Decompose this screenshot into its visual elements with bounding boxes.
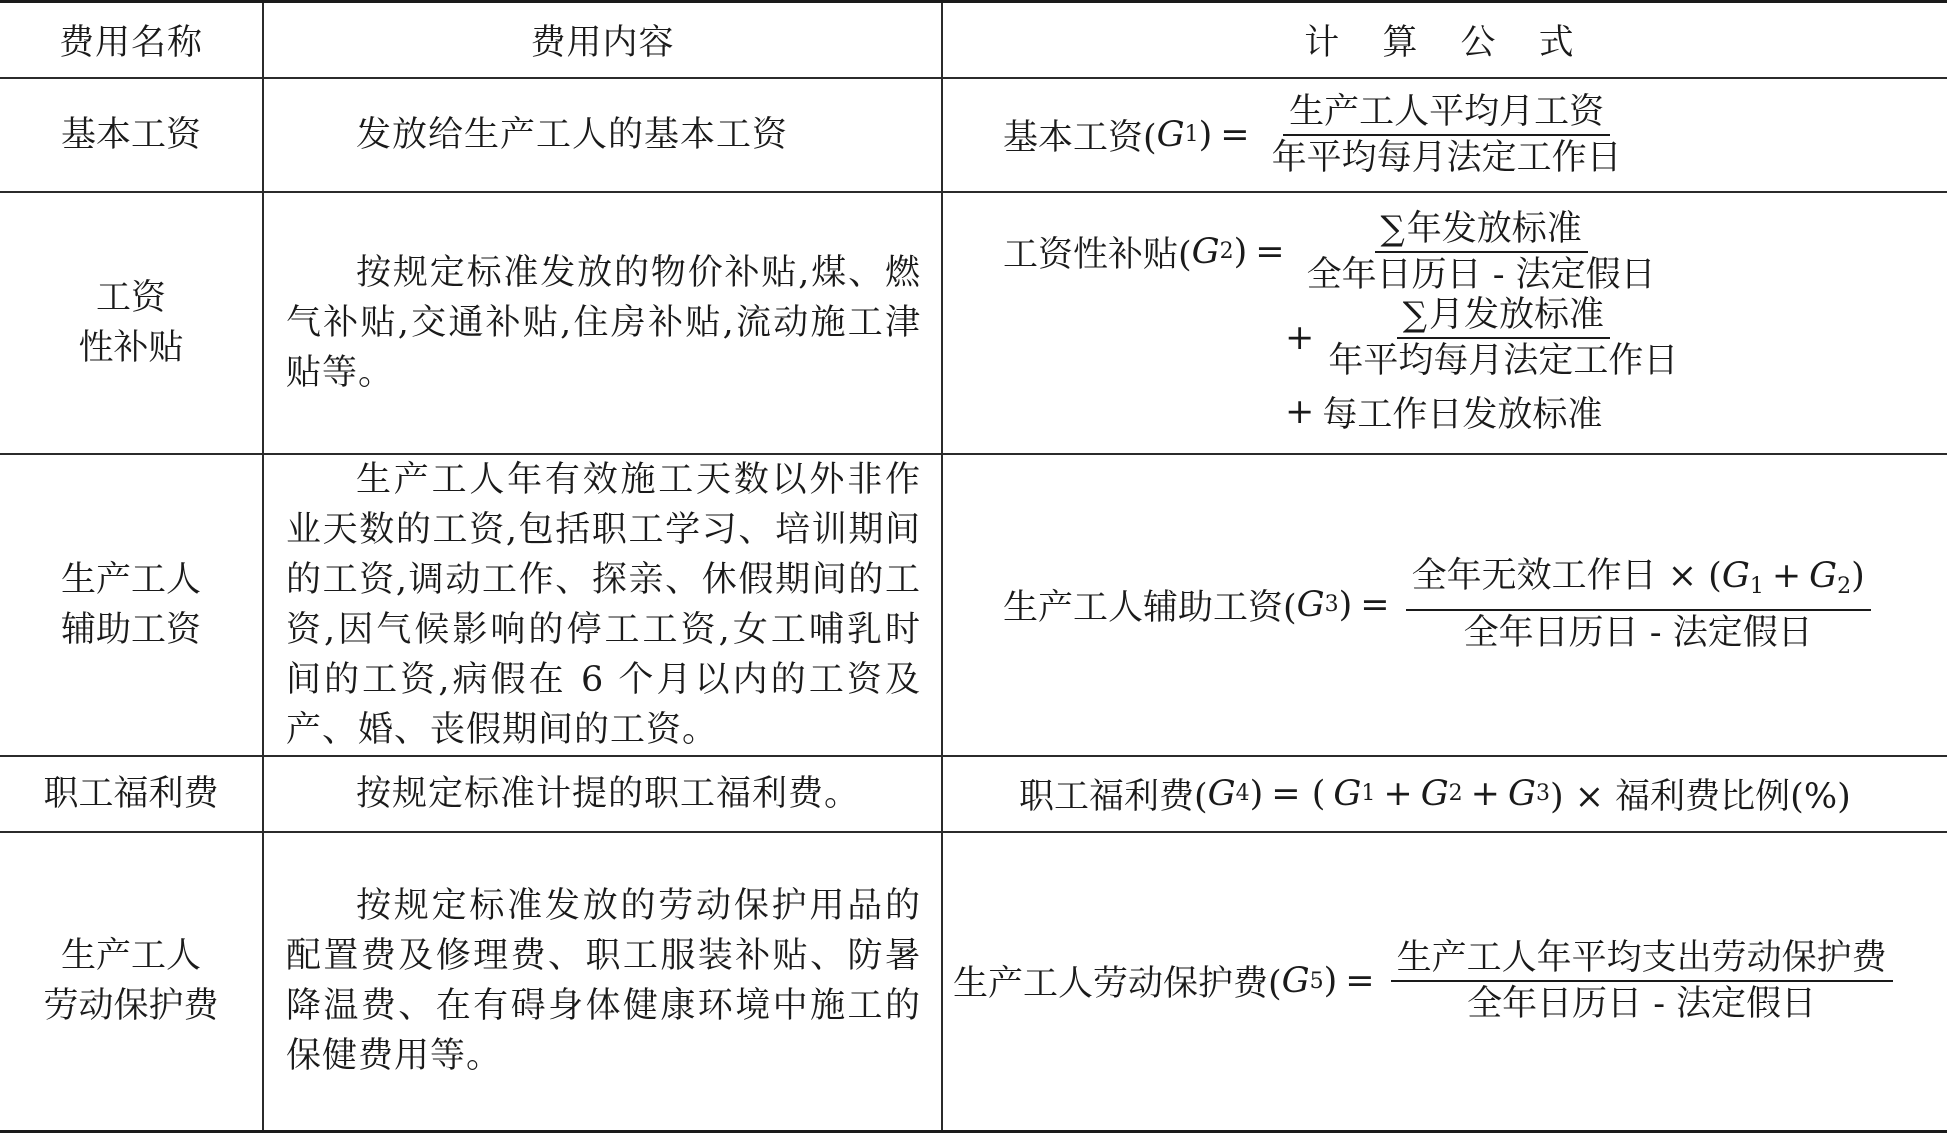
g1-var: G	[1333, 773, 1362, 814]
formula-fraction	[1406, 556, 1871, 653]
g1-var: G	[1721, 556, 1750, 596]
fee-name-line: 性补贴	[78, 327, 184, 368]
formula-close: )	[1249, 773, 1264, 814]
fraction-denominator: 年平均每月法定工作日	[1328, 340, 1679, 381]
fraction-numerator	[1406, 556, 1871, 611]
formula-plus: +	[1285, 317, 1315, 358]
fee-name-cell	[0, 454, 263, 756]
formula-line	[1003, 387, 1947, 437]
fee-name-line: 生产工人	[60, 559, 201, 600]
table-row	[0, 78, 1947, 192]
formula-eq: =	[1220, 114, 1250, 155]
formula-lhs: 工资性补贴(	[1003, 234, 1192, 275]
formula-line	[1003, 295, 1947, 381]
formula-plus: +	[1470, 773, 1500, 814]
numerator-text: 全年无效工作日 × (	[1411, 556, 1722, 596]
header-fee-content: 费用内容	[263, 2, 942, 78]
formula-line	[943, 938, 1947, 1024]
sigma-symbol: ∑	[1380, 208, 1405, 249]
g2-sub: 2	[1448, 781, 1463, 806]
formula-eq: =	[1345, 961, 1375, 1002]
fee-name-cell	[0, 756, 263, 832]
formula-plus: +	[1285, 391, 1315, 432]
header-formula: 计 算 公 式	[942, 2, 1947, 78]
fee-name-line: 基本工资	[60, 114, 201, 155]
fraction-numerator: 生产工人年平均支出劳动保护费	[1391, 938, 1893, 982]
table-row	[0, 832, 1947, 1132]
formula-lhs: 生产工人辅助工资(	[1003, 587, 1297, 628]
fee-content-cell: 按规定标准发放的物价补贴,煤、燃气补贴,交通补贴,住房补贴,流动施工津贴等。	[263, 192, 942, 454]
formula-close: )	[1198, 114, 1213, 155]
fraction-numerator: 生产工人平均月工资	[1283, 92, 1610, 136]
formula-line	[943, 556, 1947, 653]
formula-line	[943, 92, 1947, 178]
g2-sub: 2	[1837, 574, 1852, 599]
fee-name-line: 劳动保护费	[43, 986, 219, 1027]
fee-name-cell	[0, 192, 263, 454]
table-row	[0, 192, 1947, 454]
formula-cell	[942, 756, 1947, 832]
formula-cell	[942, 832, 1947, 1132]
numerator-text: 年发放标准	[1406, 208, 1582, 249]
formula-cell	[942, 78, 1947, 192]
g1-sub: 1	[1361, 781, 1376, 806]
fraction-numerator	[1375, 209, 1588, 253]
header-fee-name: 费用名称	[0, 2, 263, 78]
fraction-denominator: 全年日历日 - 法定假日	[1467, 984, 1817, 1025]
fee-content-cell: 生产工人年有效施工天数以外非作业天数的工资,包括职工学习、培训期间的工资,调动工作、探亲、休假期间的工资,因气候影响的停工工资,女工哺乳时间的工资,病假在 6 个月以内的工资及产、婚、丧假期间的工资。	[263, 454, 942, 756]
formula-sub: 3	[1324, 592, 1339, 617]
g3-var: G	[1507, 773, 1536, 814]
fee-content-cell: 按规定标准计提的职工福利费。	[263, 756, 942, 832]
formula-fraction	[1391, 938, 1893, 1024]
formula-sub: 1	[1184, 122, 1199, 147]
g2-var: G	[1809, 556, 1838, 596]
formula-lhs: 职工福利费(	[1019, 776, 1208, 817]
formula-var: G	[1207, 773, 1236, 814]
fraction-denominator: 全年日历日 - 法定假日	[1463, 613, 1813, 653]
fraction-denominator: 全年日历日 - 法定假日	[1306, 254, 1656, 295]
fee-name-cell	[0, 832, 263, 1132]
formula-var: G	[1156, 114, 1185, 155]
formula-cell	[942, 454, 1947, 756]
formula-lhs: 基本工资(	[1003, 117, 1157, 158]
numerator-text: 月发放标准	[1428, 294, 1604, 335]
formula-close: )	[1338, 584, 1353, 625]
table-header-row	[0, 2, 1947, 78]
formula-eq: =	[1255, 231, 1285, 272]
formula-var: G	[1296, 584, 1325, 625]
fee-name-line: 工资	[95, 277, 166, 318]
formula-fraction	[1266, 92, 1628, 178]
formula-eq: =	[1360, 584, 1390, 625]
formula-sub: 5	[1309, 968, 1324, 994]
fee-name-line: 职工福利费	[43, 773, 219, 814]
fee-name-line: 生产工人	[60, 936, 201, 977]
formula-sub: 2	[1219, 239, 1234, 264]
fee-content-cell: 发放给生产工人的基本工资	[263, 78, 942, 192]
formula-sub: 4	[1235, 781, 1250, 806]
formula-last-term: 每工作日发放标准	[1322, 394, 1603, 435]
formula-tail: ) × 福利费比例(%)	[1549, 776, 1851, 817]
formula-fraction	[1301, 209, 1662, 295]
numerator-close: )	[1851, 556, 1865, 596]
g1-sub: 1	[1749, 574, 1764, 599]
formula-line	[943, 769, 1947, 819]
fee-name-cell	[0, 78, 263, 192]
table-row	[0, 756, 1947, 832]
formula-lhs: 生产工人劳动保护费(	[953, 964, 1282, 1005]
formula-plus: +	[1383, 773, 1413, 814]
formula-close: )	[1233, 231, 1248, 272]
fee-name-line: 辅助工资	[60, 609, 201, 650]
numerator-plus: +	[1771, 556, 1802, 596]
g2-var: G	[1420, 773, 1449, 814]
formula-cell	[942, 192, 1947, 454]
fraction-numerator	[1397, 295, 1610, 339]
table-row	[0, 454, 1947, 756]
formula-close: )	[1323, 961, 1338, 1002]
formula-var: G	[1281, 961, 1310, 1002]
fee-content-cell: 按规定标准发放的劳动保护用品的配置费及修理费、职工服装补贴、防暑降温费、在有碍身体健康环境中施工的保健费用等。	[263, 832, 942, 1132]
g3-sub: 3	[1535, 781, 1550, 806]
formula-fraction	[1322, 295, 1684, 381]
formula-eq: = (	[1271, 773, 1326, 814]
formula-block	[943, 209, 1947, 437]
fraction-denominator: 年平均每月法定工作日	[1271, 137, 1622, 178]
formula-var: G	[1191, 231, 1220, 272]
formula-line	[1003, 209, 1947, 295]
sigma-symbol: ∑	[1402, 294, 1427, 335]
